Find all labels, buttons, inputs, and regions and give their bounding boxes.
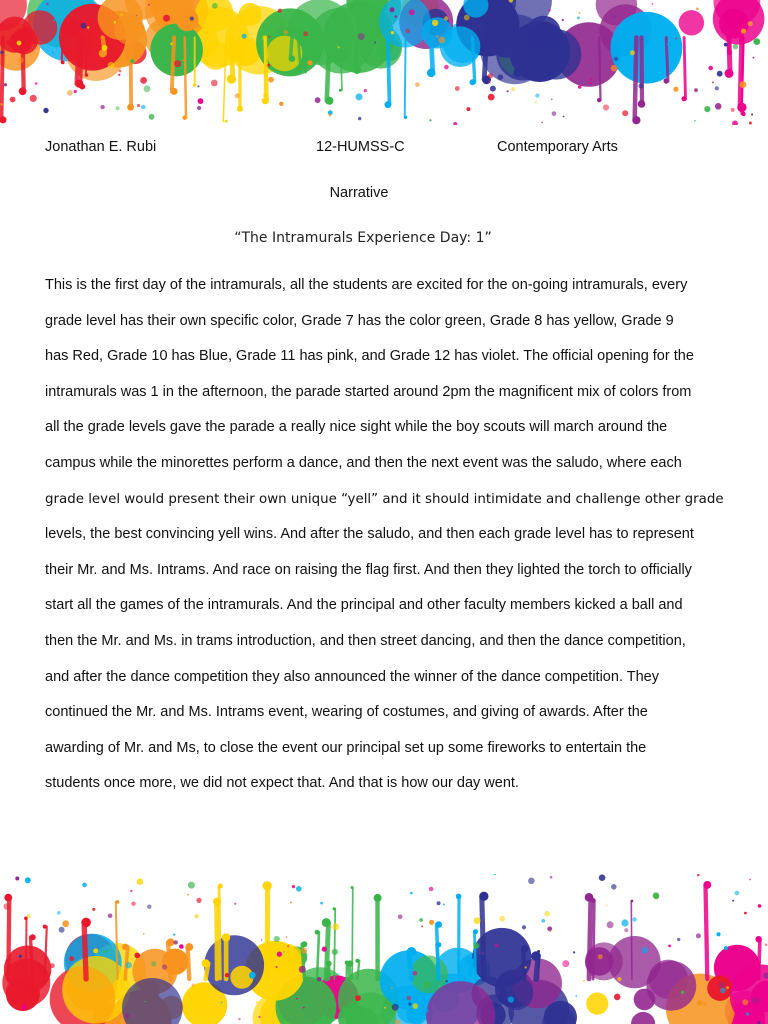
body-line: awarding of Mr. and Ms, to close the event our principal set up some fireworks to entertain the [45, 739, 647, 756]
subject-name: Contemporary Arts [497, 139, 618, 155]
body-line: and after the dance competition they also announced the winner of the dance competition. They [45, 668, 659, 685]
body-line: all the grade levels gave the parade a really nice sight while the boy scouts will march around the [45, 419, 668, 436]
body-line: This is the first day of the intramurals, all the students are excited for the on-going intramurals, every [45, 277, 688, 293]
narrative-body [45, 268, 725, 802]
body-line: start all the games of the intramurals. And the principal and other faculty members kicked a ball and [45, 597, 683, 614]
document-title: “The Intramurals Experience Day: 1” [234, 230, 492, 246]
class-section: 12-HUMSS-C [316, 139, 405, 155]
body-line: campus while the minorettes perform a dance, and then the next event was the saludo, where each [45, 454, 682, 471]
body-line: students once more, we did not expect that. And that is how our day went. [45, 775, 519, 792]
paint-splash-top-border [0, 0, 768, 125]
paint-splash-bottom-border [0, 874, 768, 1024]
body-line: intramurals was 1 in the afternoon, the parade started around 2pm the magnificent mix of colors from [45, 383, 692, 400]
body-line: has Red, Grade 10 has Blue, Grade 11 has pink, and Grade 12 has violet. The official opening for the [45, 348, 694, 365]
student-name: Jonathan E. Rubi [45, 139, 157, 155]
body-line: then the Mr. and Ms. in trams introduction, and then street dancing, and then the dance competition, [45, 632, 686, 649]
body-line: levels, the best convincing yell wins. And after the saludo, and then each grade level has to represent [45, 526, 694, 543]
body-line: grade level has their own specific color, Grade 7 has the color green, Grade 8 has yellow, Grade 9 [45, 312, 674, 329]
body-line: their Mr. and Ms. Intrams. And race on raising the flag first. And then they lighted the torch to officially [45, 561, 692, 578]
body-line: continued the Mr. and Ms. Intrams event, wearing of costumes, and giving of awards. After the [45, 704, 648, 721]
body-line: grade level would present their own unique “yell” and it should intimidate and challenge other grade [45, 491, 724, 507]
document-type-heading: Narrative [329, 185, 389, 201]
